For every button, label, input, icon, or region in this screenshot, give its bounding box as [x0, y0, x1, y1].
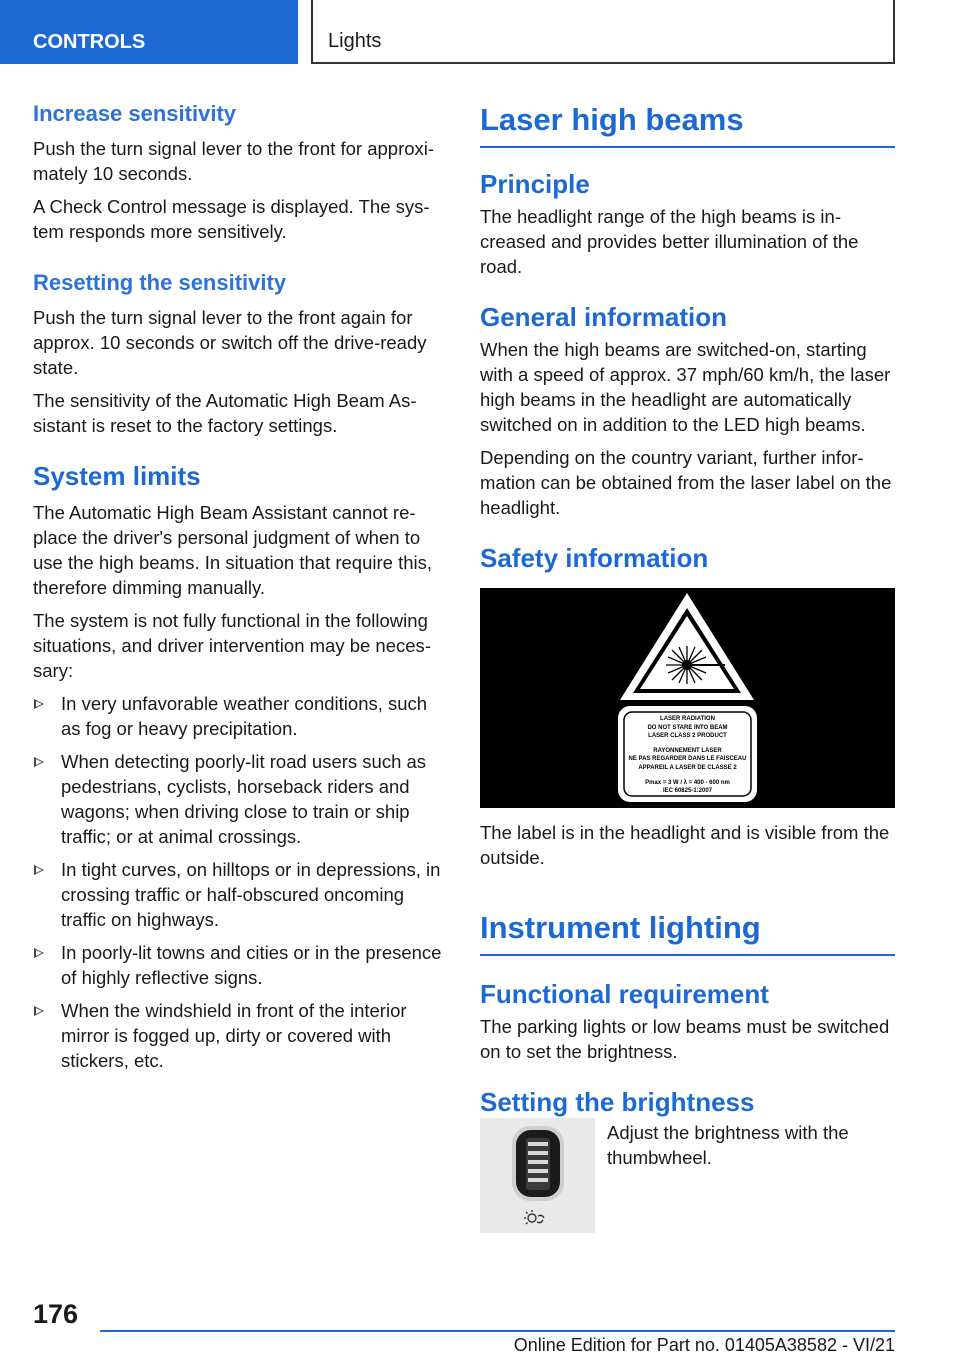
list-item-text: In tight curves, on hilltops or in depressions, in crossing traffic or half-obscured oncoming traffic on highways.: [61, 859, 441, 930]
list-item-text: When detecting poorly-lit road users such as pedestrians, cyclists, horseback riders and wagons; when driving close to train or ship traffic; or at animal crossings.: [61, 751, 427, 847]
paragraph: The sensitivity of the Automatic High Beam Assistant is reset to the factory settings.: [33, 390, 417, 436]
label-line: APPAREIL A LASER DE CLASSE 2: [638, 764, 737, 771]
heading-instrument-lighting: Instrument lighting: [480, 908, 895, 956]
list-item: [33, 749, 445, 849]
left-column: [33, 100, 445, 1081]
list-item: [33, 857, 445, 932]
label-line: NE PAS REGARDER DANS LE FAISCEAU: [628, 756, 747, 763]
bullet-triangle-icon: [34, 948, 44, 958]
label-line: RAYONNEMENT LASER: [653, 747, 722, 754]
laser-label-image: [480, 588, 895, 808]
paragraph: Depending on the country variant, further information can be obtained from the laser label on the headlight.: [480, 447, 892, 518]
bullet-triangle-icon: [34, 1006, 44, 1016]
bullet-triangle-icon: [34, 699, 44, 709]
edition-note: Online Edition for Part no. 01405A38582 - VI/21: [513, 1335, 895, 1355]
dimmer-thumbwheel-icon: [480, 1118, 595, 1233]
bullet-triangle-icon: [34, 865, 44, 875]
list-item: [33, 691, 445, 741]
list-item-text: In very unfavorable weather conditions, such as fog or heavy precipitation.: [61, 693, 428, 739]
heading-laser-high-beams: Laser high beams: [480, 100, 895, 148]
heading-increase-sensitivity: Increase sensitivity: [33, 101, 237, 126]
image-caption: The label is in the headlight and is visible from the outside.: [480, 822, 890, 868]
paragraph: The Automatic High Beam Assistant cannot replace the driver's personal judgment of when to use the high beams. In situation that require this, therefore dimming manually.: [33, 502, 433, 598]
heading-functional-requirement: Functional requirement: [480, 979, 769, 1009]
list-item: [33, 998, 445, 1073]
heading-resetting-sensitivity: Resetting the sensitivity: [33, 270, 287, 295]
brightness-block: [480, 1118, 895, 1236]
label-line: LASER RADIATION: [660, 716, 715, 722]
laser-label-text: [624, 715, 751, 796]
list-item-text: In poorly-lit towns and cities or in the presence of highly reflective signs.: [61, 942, 442, 988]
bullet-triangle-icon: [34, 757, 44, 767]
heading-setting-brightness: Setting the brightness: [480, 1087, 755, 1117]
page-number: 176: [33, 1299, 79, 1329]
list-item-text: When the windshield in front of the interior mirror is fogged up, dirty or covered with stickers, etc.: [61, 1000, 407, 1071]
list-item: [33, 940, 445, 990]
paragraph: The system is not fully functional in the following situations, and driver intervention may be necessary:: [33, 610, 431, 681]
right-column: [480, 100, 895, 1236]
section-title: Lights: [311, 0, 895, 64]
label-line: LASER CLASS 2 PRODUCT: [648, 733, 727, 740]
heading-safety-information: Safety information: [480, 543, 709, 573]
paragraph: When the high beams are switched-on, starting with a speed of approx. 37 mph/60 km/h, the laser high beams in the headlight are automatically switched on in addition to the LED high beams.: [480, 339, 891, 435]
paragraph: Push the turn signal lever to the front again for approx. 10 seconds or switch off the drive-ready state.: [33, 307, 427, 378]
heading-principle: Principle: [480, 169, 590, 199]
footer-divider: [100, 1330, 895, 1332]
paragraph: Push the turn signal lever to the front for approximately 10 seconds.: [33, 138, 435, 184]
label-line: DO NOT STARE INTO BEAM: [647, 724, 728, 731]
paragraph: A Check Control message is displayed. The system responds more sensitively.: [33, 196, 430, 242]
paragraph: Adjust the brightness with the thumbwheel.: [607, 1122, 849, 1168]
paragraph: The parking lights or low beams must be switched on to set the brightness.: [480, 1016, 890, 1062]
label-line: Pmax = 3 W / λ = 400 - 600 nm: [645, 779, 730, 786]
thumbwheel-image: [480, 1118, 595, 1233]
heading-system-limits: System limits: [33, 461, 201, 491]
heading-general-information: General information: [480, 302, 728, 332]
paragraph: The headlight range of the high beams is increased and provides better illumination of the road.: [480, 206, 859, 277]
label-line: IEC 60825-1:2007: [662, 788, 713, 795]
chapter-tab: CONTROLS: [0, 0, 298, 64]
limits-list: [33, 691, 445, 1073]
